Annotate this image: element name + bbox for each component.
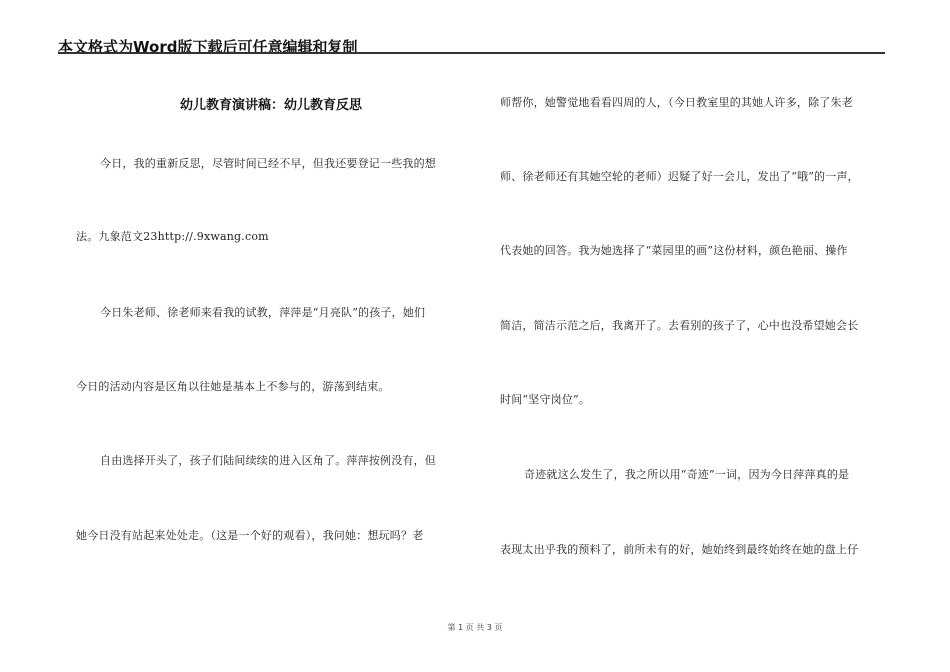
left-column — [76, 60, 466, 620]
paragraph-line: 今日朱老师、徐老师来看我的试教，萍萍是“月亮队”的孩子，她们 — [100, 306, 426, 319]
paragraph-line: 时间“坚守岗位”。 — [500, 393, 591, 406]
paragraph-line: 自由选择开头了，孩子们陆间续续的进入区角了。萍萍按例没有，但 — [100, 454, 436, 467]
paragraph-line: 奇迹就这么发生了，我之所以用“奇迹”一词，因为今日萍萍真的是 — [524, 468, 850, 481]
right-column — [500, 60, 890, 620]
document-header: 本文格式为Word版下载后可任意编辑和复制 — [58, 38, 358, 56]
page-number: 第 1 页 共 3 页 — [447, 623, 503, 632]
paragraph-line: 今日的活动内容是区角以往她是基本上不参与的，游荡到结束。 — [76, 380, 390, 393]
header-divider — [58, 52, 885, 54]
paragraph-line: 师帮你，她警觉地看看四周的人，（今日教室里的其她人许多，除了朱老 — [500, 96, 853, 109]
paragraph-line: 表现太出乎我的预料了，前所未有的好，她始终到最终始终在她的盘上仔 — [500, 543, 859, 556]
paragraph-line: 代表她的回答。我为她选择了“菜园里的画”这份材料，颜色艳丽、操作 — [500, 244, 848, 257]
paragraph-line: 简洁，简洁示范之后，我离开了。去看别的孩子了，心中也没希望她会长 — [500, 319, 859, 332]
paragraph-line: 师、徐老师还有其她空轮的老师）迟疑了好一会儿，发出了“哦”的一声， — [500, 170, 859, 183]
paragraph-line: 她今日没有站起来处处走。（这是一个好的观看），我问她：想玩吗？老 — [76, 529, 424, 542]
paragraph-line: 法。九象范文23http://.9xwang.com — [76, 230, 269, 243]
paragraph-line: 今日，我的重新反思，尽管时间已经不早，但我还要登记一些我的想 — [100, 157, 436, 170]
document-title: 幼儿教育演讲稿：幼儿教育反思 — [179, 98, 362, 113]
